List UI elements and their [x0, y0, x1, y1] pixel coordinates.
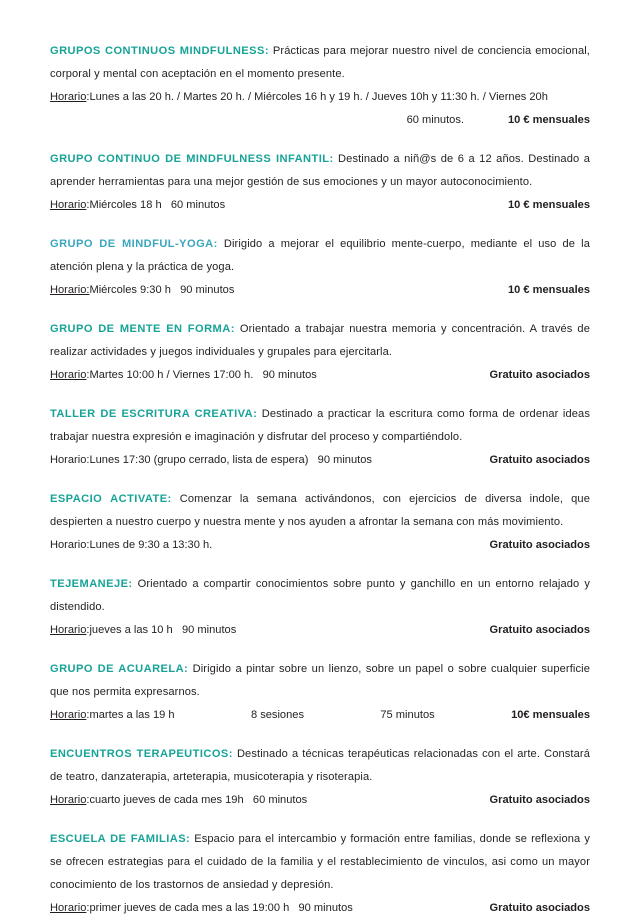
schedule-value: martes a las 19 h: [89, 709, 175, 721]
schedule-row: [50, 704, 590, 727]
activity-description: Dirigido a mejorar el equilibrio mente-cuerpo, mediante el uso de la atención plena y la práctica de yoga.: [50, 238, 591, 273]
schedule-row: [50, 897, 590, 920]
schedule-colon: :: [86, 199, 90, 211]
activity-paragraph: [50, 403, 590, 449]
price-label: 10 € mensuales: [507, 284, 590, 296]
activity-description: Destinado a niñ@s de 6 a 12 años. Destinado a aprender herramientas para una mejor gestión de sus emociones y un mayor autoconocimiento.: [50, 153, 590, 188]
schedule-row: [50, 619, 590, 642]
schedule-colon: :: [86, 794, 90, 806]
schedule-label: Horario:: [50, 284, 90, 296]
schedule-value: Lunes de 9:30 a 13:30 h.: [89, 539, 213, 551]
activity-block: [50, 488, 590, 557]
schedule-label: Horario: [50, 794, 87, 806]
schedule-value: Miércoles 18 h: [89, 199, 162, 211]
activity-title: TEJEMANEJE:: [50, 578, 133, 590]
activity-description: Espacio para el intercambio y formación entre familias, donde se reflexiona y se ofrecen estrategias para el cuidado de la familia y el restablecimiento de vinculos, asi como un mayor conocimiento de los trastornos de ansiedad y depresión.: [50, 833, 590, 891]
activity-block: [50, 40, 590, 132]
schedule-colon: :: [86, 624, 90, 636]
duration: 90 minutos: [298, 902, 353, 914]
price-label: Gratuito asociados: [489, 369, 590, 381]
schedule-colon: :: [86, 902, 90, 914]
duration: 90 minutos: [317, 454, 372, 466]
sessions-count: 8 sesiones: [250, 709, 304, 721]
schedule-label: Horario: [50, 91, 87, 103]
schedule-label: Horario: [50, 199, 87, 211]
schedule-label: Horario:: [50, 454, 90, 466]
duration: 60 minutos.: [406, 114, 464, 126]
schedule-value: Lunes a las 20 h. / Martes 20 h. / Miércoles 16 h y 19 h. / Jueves 10h y 11:30 h. / Viernes 20h: [89, 91, 548, 103]
activity-description: Destinado a técnicas terapéuticas relacionadas con el arte. Constará de teatro, danzaterapia, arteterapia, musicoterapia y risoterapia.: [50, 748, 590, 783]
activity-description: Destinado a practicar la escritura como forma de ordenar ideas trabajar nuestra expresión e imaginación y disfrutar del proceso y compartiéndolo.: [50, 408, 590, 443]
price-label: 10€ mensuales: [511, 709, 591, 721]
schedule-row: [50, 534, 590, 557]
schedule-value: primer jueves de cada mes a las 19:00 h: [89, 902, 290, 914]
activity-block: [50, 233, 590, 302]
activity-block: [50, 828, 590, 920]
activity-paragraph: [50, 318, 590, 364]
activity-paragraph: [50, 148, 590, 194]
schedule-label: Horario:: [50, 539, 90, 551]
activity-title: GRUPO DE MINDFUL-YOGA:: [50, 238, 218, 250]
price-label: 10 € mensuales: [507, 199, 590, 211]
activity-block: [50, 403, 590, 472]
activity-title: ENCUENTROS TERAPEUTICOS:: [50, 748, 233, 760]
activity-description: Orientado a compartir conocimientos sobre punto y ganchillo en un entorno relajado y distendido.: [50, 578, 590, 613]
schedule-row: [50, 449, 590, 472]
schedule-value: Miércoles 9:30 h: [89, 284, 171, 296]
activity-description: Dirigido a pintar sobre un lienzo, sobre un papel o sobre cualquier superficie que nos permita expresarnos.: [50, 663, 590, 698]
activity-block: [50, 148, 590, 217]
duration: 90 minutos: [181, 624, 237, 636]
activity-block: [50, 743, 590, 812]
activity-paragraph: [50, 233, 590, 279]
activity-paragraph: [50, 488, 590, 534]
schedule-colon: :: [86, 709, 90, 721]
activity-title: GRUPOS CONTINUOS MINDFULNESS:: [50, 45, 269, 57]
schedule-colon: :: [86, 91, 90, 103]
duration: 90 minutos: [262, 369, 317, 381]
schedule-label: Horario: [50, 369, 87, 381]
schedule-colon: :: [86, 369, 90, 381]
schedule-row: [50, 364, 590, 387]
activity-paragraph: [50, 743, 590, 789]
price-label: Gratuito asociados: [489, 539, 590, 551]
duration: 90 minutos: [180, 284, 235, 296]
schedule-label: Horario: [50, 902, 87, 914]
duration: 60 minutos: [252, 794, 308, 806]
activity-title: ESCUELA DE FAMILIAS:: [50, 833, 191, 845]
schedule-label: Horario: [50, 709, 87, 721]
schedule-row: [50, 86, 590, 109]
price-label: Gratuito asociados: [489, 454, 590, 466]
activity-title: GRUPO DE ACUARELA:: [50, 663, 189, 675]
price-label: 10 € mensuales: [507, 114, 590, 126]
activity-paragraph: [50, 40, 590, 86]
schedule-row: [50, 789, 590, 812]
duration: 75 minutos: [380, 709, 435, 721]
activity-block: [50, 573, 590, 642]
activity-title: GRUPO CONTINUO DE MINDFULNESS INFANTIL:: [50, 153, 334, 165]
activity-paragraph: [50, 573, 590, 619]
duration: 60 minutos: [170, 199, 226, 211]
schedule-value: Martes 10:00 h / Viernes 17:00 h.: [89, 369, 254, 381]
activity-description: Prácticas para mejorar nuestro nivel de conciencia emocional, corporal y mental con aceptación en el momento presente.: [50, 45, 590, 80]
activity-description: Comenzar la semana activándonos, con ejercicios de diversa indole, que despierten a nuestro cuerpo y nuestra mente y nos ayuden a afrontar la semana con más movimiento.: [50, 493, 590, 528]
schedule-value: jueves a las 10 h: [89, 624, 173, 636]
schedule-value: Lunes 17:30 (grupo cerrado, lista de espera): [89, 454, 309, 466]
activity-title: GRUPO DE MENTE EN FORMA:: [50, 323, 235, 335]
activity-block: [50, 318, 590, 387]
activity-paragraph: [50, 658, 590, 704]
activity-block: [50, 658, 590, 727]
schedule-row: [50, 194, 590, 217]
schedule-row: [50, 279, 590, 302]
activity-paragraph: [50, 828, 590, 897]
price-label: Gratuito asociados: [489, 794, 590, 806]
price-label: Gratuito asociados: [489, 902, 590, 914]
price-label: Gratuito asociados: [489, 624, 590, 636]
schedule-label: Horario: [50, 624, 87, 636]
activities-list: [50, 40, 590, 920]
activity-description: Orientado a trabajar nuestra memoria y concentración. A través de realizar actividades y juegos individuales y grupales para ejercitarla.: [50, 323, 590, 358]
activity-title: TALLER DE ESCRITURA CREATIVA:: [50, 408, 258, 420]
price-row: [50, 109, 590, 132]
schedule-value: cuarto jueves de cada mes 19h: [89, 794, 244, 806]
activity-title: ESPACIO ACTIVATE:: [50, 493, 172, 505]
